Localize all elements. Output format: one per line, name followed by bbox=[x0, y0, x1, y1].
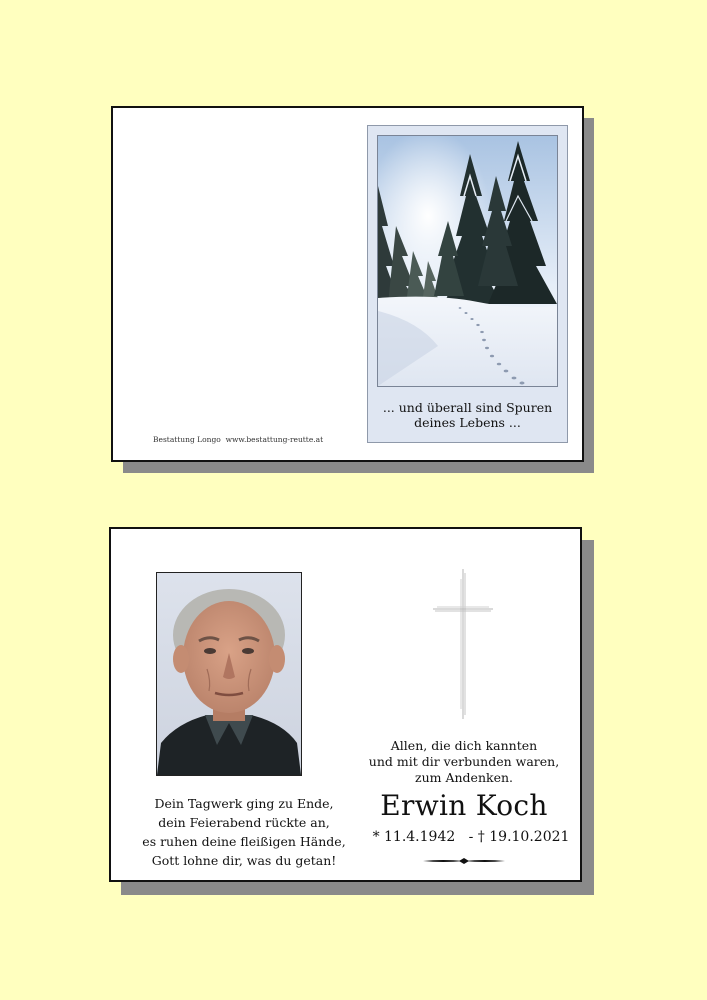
funeral-home-website: www.bestattung-reutte.at bbox=[225, 435, 324, 444]
funeral-home-name: Bestattung Longo bbox=[153, 435, 221, 444]
dedication-text bbox=[349, 738, 579, 786]
ornament-divider-icon bbox=[423, 857, 505, 865]
poem-line-3: es ruhen deine fleißigen Hände, bbox=[142, 834, 346, 849]
life-dates bbox=[356, 829, 586, 845]
dedication-line-1: Allen, die dich kannten bbox=[390, 738, 538, 753]
winter-forest-photo bbox=[377, 135, 558, 387]
card-front-outer bbox=[111, 106, 584, 462]
dedication-line-3: zum Andenken. bbox=[415, 770, 513, 785]
portrait-photo bbox=[156, 572, 302, 776]
poem-line-2: dein Feierabend rückte an, bbox=[158, 815, 330, 830]
quote-line-1: ... und überall sind Spuren bbox=[382, 400, 553, 415]
poem-line-4: Gott lohne dir, was du getan! bbox=[151, 853, 337, 868]
card-inner bbox=[109, 527, 582, 882]
birth-date: * 11.4.1942 bbox=[372, 829, 456, 845]
poem-line-1: Dein Tagwerk ging zu Ende, bbox=[154, 796, 334, 811]
cover-panel bbox=[367, 125, 568, 443]
deceased-name: Erwin Koch bbox=[380, 789, 548, 822]
cross-icon bbox=[433, 569, 493, 719]
memorial-poem bbox=[129, 794, 359, 870]
death-date: - † 19.10.2021 bbox=[468, 829, 570, 845]
funeral-home-credit bbox=[153, 435, 323, 444]
dedication-line-2: und mit dir verbunden waren, bbox=[368, 754, 560, 769]
quote-line-2: deines Lebens ... bbox=[414, 415, 521, 430]
cover-quote bbox=[368, 400, 567, 430]
